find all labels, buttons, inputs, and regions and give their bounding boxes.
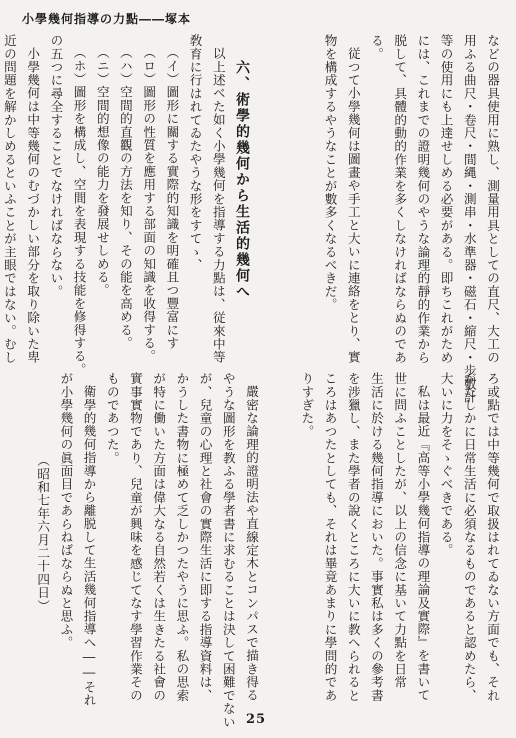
text-line: には、これまでの證明幾何のやうな論理的靜的作業から <box>415 34 431 364</box>
page-number: 25 <box>246 712 267 727</box>
text-line: が小學幾何の眞面目であらねばならぬと思ふ。 <box>58 372 74 650</box>
text-line: を涉獵し、また學者の說くところに大いに教へられると <box>345 372 361 702</box>
text-line: がたしかに日常生活に必須なるものであると認めたら、 <box>461 372 477 702</box>
text-line: 近の問題を解かしめるといふことが主眼ではない。むし <box>1 34 17 364</box>
text-line: 生活に於ける幾何指導においた。事實私は多くの參考書 <box>368 372 384 702</box>
text-line: ろ或點では中等幾何で取扱はれてゐない方面でも、それ <box>485 372 500 702</box>
text-line: 用ふる曲尺・卷尺・間縄・測串・水準器・磁石・縮尺・步數計 <box>461 34 477 404</box>
list-item: （ハ）空間的直觀の方法を知り、その能を高める。 <box>117 46 133 350</box>
date-line: （昭和七年六月二十四日） <box>35 454 51 613</box>
text-line: 世に問ふことしたが、以上の信念に基いて力點を日常 <box>392 372 408 689</box>
list-item: （ニ）空間的想像の能力を發展せしめる。 <box>94 46 110 297</box>
lower-right-text <box>249 372 504 702</box>
text-line: 小學幾何は中等幾何のむづかしい部分を取り除いた卑 <box>25 46 41 364</box>
text-line: 大いに力をそゝぐべきである。 <box>438 372 454 557</box>
text-line: が、兒童の心理と社會の實際生活に即する指導資料は、 <box>197 372 213 702</box>
list-item: （ホ）圖形を構成し、空間を表現する技能を修得する。 <box>71 46 87 376</box>
text-line: などの器具使用に熟し、測量用具としての直尺、大工の <box>485 34 500 364</box>
upper-right-text <box>258 34 504 404</box>
text-line: 敎育に行はれてゐたやうな形をすてゝ、 <box>187 34 203 272</box>
section-heading: 六、術學的幾何から生活的幾何へ <box>234 60 250 300</box>
text-line: 實事實物であり、兒童が興味を感じてなす學習作業その <box>127 372 143 702</box>
text-line: やうな圖形を教ふる學者書に求むることは決して困難でない <box>220 372 236 729</box>
text-line: 脱して、具體的動的作業を多くしなければならぬのであ <box>392 34 408 364</box>
text-line: 物を構成するやうなことが數多くなるべきだ。 <box>322 34 338 312</box>
list-item: （イ）圖形に關する實際的知識を明確且つ豐富にす <box>164 46 180 350</box>
text-line: る。 <box>368 34 384 61</box>
text-line: 衛學的幾何指導から離脱して生活幾何指導へ――それ <box>81 384 97 707</box>
text-line: 従つて小學幾何は圖畫や手工と大いに連絡をとり、實 <box>345 46 361 364</box>
text-line: かうした書物に極めて乏しかつたやうに思ふ。私の思索 <box>174 372 190 702</box>
text-line: 以上述べた如く小學幾何を指導する力點は、従來中等 <box>210 46 226 364</box>
text-line: 私は最近『高等小學幾何指導の理論及實際』を書いて <box>415 384 431 702</box>
upper-left-text <box>1 34 253 376</box>
text-line: ものであつた。 <box>104 372 120 465</box>
text-line: 嚴密な論理的證明法や直線定木とコンパスで描き得る <box>244 384 259 702</box>
text-line: の五つに尋全することでなければならない。 <box>48 34 64 298</box>
text-line: が特に働いた方面は偉大なる自然若くは生きたる社會の <box>151 372 167 702</box>
text-line: 等の使用にも上達せしめる必要がある。即ちこれがため <box>438 34 454 364</box>
text-line: りすぎた。 <box>299 372 315 438</box>
list-item: （ロ）圖形の性質を應用する部面の知識を收得する。 <box>141 46 157 363</box>
running-head: 小學幾何指導の力點――塚本 <box>22 12 192 26</box>
text-line: ころはあつたとしても、それは畢竟あまりに學問的であ <box>322 372 338 702</box>
